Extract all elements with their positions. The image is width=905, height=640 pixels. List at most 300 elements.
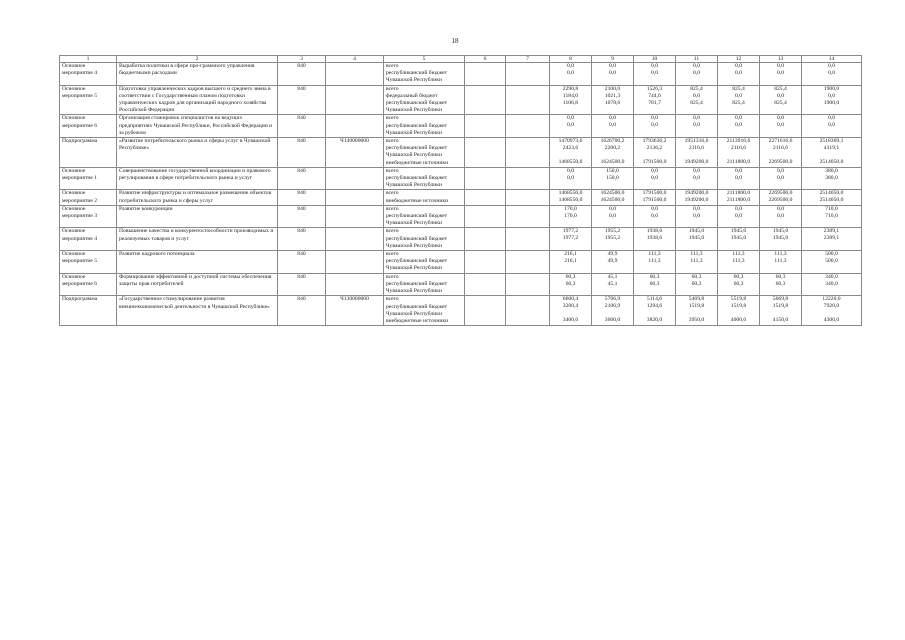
funding-value: 0,0 xyxy=(777,63,784,69)
funding-source: всего xyxy=(386,167,399,174)
value-cell xyxy=(634,251,676,274)
funding-value: 1977,2 xyxy=(562,235,579,242)
empty-cell xyxy=(506,63,550,86)
value-cell xyxy=(550,228,592,251)
funding-value: 0,0 xyxy=(735,115,742,122)
funding-value: 111,3 xyxy=(732,258,745,265)
value-cell xyxy=(676,85,718,115)
empty-cell xyxy=(506,138,550,168)
funding-source: республиканский бюджет Чувашской Республики xyxy=(386,122,448,136)
value-cell xyxy=(676,63,718,86)
event-type-cell: Основное мероприятие 4 xyxy=(60,63,117,86)
header-cell: 12 xyxy=(718,56,760,63)
funding-value: 1078,6 xyxy=(604,99,621,106)
event-name-cell: Организация стажировок специалистов на ведущих предприятиях Чувашской Республики, Российской Федерации и за рубежом xyxy=(117,115,278,138)
funding-value: 1021,3 xyxy=(604,92,621,99)
event-type-cell: Основное мероприятие 3 xyxy=(60,205,117,228)
funding-value: 781,7 xyxy=(648,99,661,106)
empty-cell xyxy=(465,296,506,326)
event-name-cell: Развитие инфраструктуры и оптимальное размещение объектов потребительского рынка и сферы услуг xyxy=(117,190,278,205)
funding-value: 2269500,0 xyxy=(768,197,793,204)
funding-value: 4000,0 xyxy=(730,317,747,324)
funding-value: 1624500,0 xyxy=(600,159,625,166)
value-cell xyxy=(718,228,760,251)
funding-source: республиканский бюджет Чувашской Республики xyxy=(386,280,448,295)
executor-code-cell: 840 xyxy=(278,251,326,274)
value-cell xyxy=(718,296,760,326)
funding-source: республиканский бюджет Чувашской Республики xyxy=(386,175,448,189)
value-cell xyxy=(550,85,592,115)
funding-value: 2116,6 xyxy=(688,145,705,152)
table-row xyxy=(60,85,862,115)
funding-value: 3820,0 xyxy=(646,317,663,324)
funding-value: 60,3 xyxy=(649,280,660,287)
empty-cell xyxy=(465,228,506,251)
funding-value: 2113916,6 xyxy=(726,138,751,145)
empty-cell xyxy=(506,167,550,190)
source-cell xyxy=(384,115,465,138)
funding-value: 1294,6 xyxy=(646,303,663,310)
funding-source: республиканский бюджет Чувашской Республики xyxy=(386,70,448,84)
funding-value: 0,0 xyxy=(609,205,616,212)
funding-source: всего xyxy=(386,138,399,145)
budget-code-cell xyxy=(326,63,384,86)
funding-source: внебюджетные источники xyxy=(386,317,449,324)
table-row xyxy=(60,63,862,86)
funding-value: 60,3 xyxy=(733,280,744,287)
funding-source: республиканский бюджет Чувашской Республики xyxy=(386,258,448,272)
budget-code-cell: Ч140000000 xyxy=(326,138,384,168)
table-row xyxy=(60,190,862,205)
value-cell xyxy=(634,167,676,190)
funding-source: республиканский бюджет Чувашской Республики xyxy=(386,100,448,114)
event-type-cell: Основное мероприятие 1 xyxy=(60,167,117,190)
funding-value: 60,3 xyxy=(565,280,576,287)
funding-value: 1519,8 xyxy=(730,303,747,310)
funding-value: 3600,0 xyxy=(604,317,621,324)
table-row xyxy=(60,167,862,190)
executor-code-cell: 840 xyxy=(278,228,326,251)
value-cell xyxy=(718,138,760,168)
funding-value: 2423,6 xyxy=(562,145,579,152)
funding-value: 825,4 xyxy=(774,99,787,106)
funding-value: 0,0 xyxy=(828,122,835,129)
funding-value: 0,0 xyxy=(735,167,742,174)
event-name-cell: Повышение качества и конкурентоспособности производимых и реализуемых товаров и услуг xyxy=(117,228,278,251)
funding-value: 0,0 xyxy=(735,122,742,129)
value-cell xyxy=(676,190,718,205)
funding-value: 2116,6 xyxy=(772,145,789,152)
funding-source: всего xyxy=(386,85,399,92)
funding-source: всего xyxy=(386,273,399,280)
value-cell xyxy=(718,190,760,205)
funding-value: 0,0 xyxy=(609,115,616,122)
value-cell xyxy=(802,115,862,138)
funding-value: 0,0 xyxy=(777,212,784,219)
funding-value: 1949200,0 xyxy=(684,197,709,204)
funding-value: 0,0 xyxy=(735,205,742,212)
funding-value: 0,0 xyxy=(651,63,658,69)
value-cell xyxy=(718,63,760,86)
funding-value: 1106,8 xyxy=(562,99,579,106)
table-row xyxy=(60,205,862,228)
value-cell xyxy=(676,228,718,251)
header-cell: 11 xyxy=(676,56,718,63)
funding-value: 1977,2 xyxy=(562,228,579,235)
funding-value: 0,0 xyxy=(693,122,700,129)
value-cell xyxy=(634,138,676,168)
source-cell xyxy=(384,167,465,190)
funding-value: 6600,4 xyxy=(562,296,579,303)
empty-cell xyxy=(506,251,550,274)
funding-value: 2111800,0 xyxy=(726,190,751,197)
funding-value: 111,3 xyxy=(648,258,661,265)
budget-table xyxy=(59,55,862,326)
funding-value: 1791500,0 xyxy=(642,197,667,204)
funding-value: 7920,0 xyxy=(823,303,840,310)
funding-source: республиканский бюджет Чувашской Республики xyxy=(386,303,448,317)
funding-value: 1938,6 xyxy=(646,235,663,242)
value-cell xyxy=(802,273,862,296)
event-type-cell: Основное мероприятие 5 xyxy=(60,85,117,115)
value-cell xyxy=(760,228,802,251)
header-cell: 14 xyxy=(802,56,862,63)
value-cell xyxy=(802,251,862,274)
funding-value: 825,4 xyxy=(690,99,703,106)
funding-value: 150,0 xyxy=(606,167,619,174)
source-cell xyxy=(384,63,465,86)
funding-value: 0,0 xyxy=(651,205,658,212)
value-cell xyxy=(676,115,718,138)
funding-value: 2136,2 xyxy=(646,145,663,152)
funding-value: 0,0 xyxy=(693,212,700,219)
value-cell xyxy=(760,167,802,190)
funding-value: 0,0 xyxy=(651,122,658,129)
header-cell: 3 xyxy=(278,56,326,63)
funding-value: 2116,6 xyxy=(730,145,747,152)
funding-value: 825,4 xyxy=(732,85,745,92)
header-cell: 4 xyxy=(326,56,384,63)
funding-value: 0,0 xyxy=(777,174,784,181)
event-name-cell: Развитие кадрового потенциала xyxy=(117,251,278,274)
event-type-cell: Основное мероприятие 6 xyxy=(60,115,117,138)
budget-code-cell xyxy=(326,167,384,190)
funding-value: 1945,0 xyxy=(688,235,705,242)
funding-value: 0,0 xyxy=(777,205,784,212)
funding-value: 4150,0 xyxy=(772,317,789,324)
funding-value: 340,0 xyxy=(825,273,838,280)
funding-value: 111,3 xyxy=(774,251,787,258)
funding-value: 1945,0 xyxy=(772,235,789,242)
funding-value: 1949200,0 xyxy=(684,159,709,166)
event-type-cell: Подпрограмма xyxy=(60,138,117,168)
executor-code-cell: 840 xyxy=(278,273,326,296)
value-cell xyxy=(550,115,592,138)
funding-source: всего xyxy=(386,115,399,122)
funding-source: республиканский бюджет Чувашской Республики xyxy=(386,235,448,249)
funding-value: 45,1 xyxy=(607,280,618,287)
funding-value: 60,3 xyxy=(775,273,786,280)
funding-value: 1938,6 xyxy=(646,228,663,235)
funding-value: 825,4 xyxy=(690,85,703,92)
empty-cell xyxy=(465,85,506,115)
budget-code-cell xyxy=(326,228,384,251)
funding-value: 0,0 xyxy=(693,174,700,181)
page-number: 18 xyxy=(451,37,459,45)
funding-value: 0,0 xyxy=(828,63,835,69)
table-row xyxy=(60,251,862,274)
empty-cell xyxy=(465,138,506,168)
funding-value: 744,6 xyxy=(648,92,661,99)
funding-value: 216,1 xyxy=(564,251,577,258)
budget-code-cell xyxy=(326,115,384,138)
funding-value: 0,0 xyxy=(693,115,700,122)
funding-value: 2514050,0 xyxy=(819,197,844,204)
funding-value: 1951316,6 xyxy=(684,138,709,145)
funding-source: внебюджетные источники xyxy=(386,159,449,166)
funding-value: 49,9 xyxy=(607,258,618,265)
table-row xyxy=(60,273,862,296)
funding-value: 2290,8 xyxy=(562,85,579,92)
value-cell xyxy=(760,296,802,326)
value-cell xyxy=(760,205,802,228)
empty-cell xyxy=(506,228,550,251)
budget-code-cell xyxy=(326,85,384,115)
funding-value: 0,0 xyxy=(693,92,700,99)
funding-value: 1626700,2 xyxy=(600,138,625,145)
executor-code-cell: 840 xyxy=(278,190,326,205)
funding-value: 5706,9 xyxy=(604,296,621,303)
funding-value: 111,3 xyxy=(732,251,745,258)
value-cell xyxy=(634,115,676,138)
value-cell xyxy=(802,205,862,228)
funding-value: 170,0 xyxy=(564,205,577,212)
funding-value: 1468550,0 xyxy=(558,197,583,204)
funding-value: 1468550,0 xyxy=(558,159,583,166)
funding-value: 2389,1 xyxy=(823,235,840,242)
funding-value: 2271616,6 xyxy=(768,138,793,145)
funding-value: 0,0 xyxy=(567,167,574,174)
funding-value: 0,0 xyxy=(693,63,700,69)
value-cell xyxy=(592,296,634,326)
event-name-cell: Выработка политики в сфере про-граммного управления бюджетными расходами xyxy=(117,63,278,86)
value-cell xyxy=(592,85,634,115)
funding-value: 3400,0 xyxy=(562,317,579,324)
budget-code-cell: Ч130000000 xyxy=(326,296,384,326)
funding-value: 0,0 xyxy=(567,174,574,181)
funding-value: 2514050,0 xyxy=(819,190,844,197)
value-cell xyxy=(718,205,760,228)
value-cell xyxy=(802,228,862,251)
funding-value: 0,0 xyxy=(693,167,700,174)
source-cell xyxy=(384,190,465,205)
empty-cell xyxy=(465,190,506,205)
funding-source: внебюджетные источники xyxy=(386,197,449,204)
event-name-cell: Подготовка управленческих кадров высшего и среднего звена в соответствии с Государственным планом подготовки управленческих кадров для организаций народного хозяйства Российской Федерации xyxy=(117,85,278,115)
value-cell xyxy=(634,296,676,326)
event-type-cell: Основное мероприятие 5 xyxy=(60,251,117,274)
funding-value: 2514050,0 xyxy=(819,159,844,166)
header-cell: 7 xyxy=(506,56,550,63)
value-cell xyxy=(760,138,802,168)
value-cell xyxy=(718,273,760,296)
funding-value: 0,0 xyxy=(651,174,658,181)
funding-value: 0,0 xyxy=(651,212,658,219)
value-cell xyxy=(550,251,592,274)
header-row xyxy=(60,56,862,63)
value-cell xyxy=(676,273,718,296)
event-type-cell: Подпрограмма xyxy=(60,296,117,326)
funding-value: 0,0 xyxy=(735,92,742,99)
funding-source: республиканский бюджет Чувашской Республики xyxy=(386,145,448,159)
event-name-cell: Развитие конкуренции xyxy=(117,205,278,228)
table-row xyxy=(60,296,862,326)
empty-cell xyxy=(506,273,550,296)
funding-value: 0,0 xyxy=(735,212,742,219)
source-cell xyxy=(384,205,465,228)
value-cell xyxy=(550,167,592,190)
event-name-cell: Формирование эффективной и доступной системы обеспечения защиты прав потребителей xyxy=(117,273,278,296)
funding-value: 111,3 xyxy=(690,251,703,258)
executor-code-cell: 840 xyxy=(278,138,326,168)
funding-value: 0,0 xyxy=(735,70,742,76)
header-cell: 10 xyxy=(634,56,676,63)
funding-value: 150,0 xyxy=(606,174,619,181)
header-cell: 9 xyxy=(592,56,634,63)
event-name-cell: Совершенствование государственной координации и правового регулирования в сфере потребительского рынка и услуг xyxy=(117,167,278,190)
value-cell xyxy=(550,63,592,86)
header-cell: 6 xyxy=(465,56,506,63)
value-cell xyxy=(550,205,592,228)
funding-value: 216,1 xyxy=(564,258,577,265)
funding-value: 0,0 xyxy=(609,122,616,129)
source-cell xyxy=(384,85,465,115)
funding-value: 60,3 xyxy=(691,280,702,287)
value-cell xyxy=(634,190,676,205)
funding-value: 1526,3 xyxy=(646,85,663,92)
value-cell xyxy=(676,167,718,190)
value-cell xyxy=(718,85,760,115)
empty-cell xyxy=(506,85,550,115)
empty-cell xyxy=(506,205,550,228)
value-cell xyxy=(760,85,802,115)
value-cell xyxy=(676,205,718,228)
funding-value: 0,0 xyxy=(567,70,574,76)
funding-value: 1519,8 xyxy=(688,303,705,310)
funding-value: 0,0 xyxy=(828,92,835,99)
funding-value: 0,0 xyxy=(609,63,616,69)
value-cell xyxy=(718,167,760,190)
table-row xyxy=(60,228,862,251)
value-cell xyxy=(634,228,676,251)
budget-code-cell xyxy=(326,205,384,228)
funding-value: 1624500,0 xyxy=(600,197,625,204)
funding-value: 0,0 xyxy=(609,212,616,219)
funding-value: 111,3 xyxy=(648,251,661,258)
funding-value: 5519,8 xyxy=(730,296,747,303)
funding-value: 2100,0 xyxy=(604,85,621,92)
value-cell xyxy=(802,138,862,168)
funding-value: 1519,8 xyxy=(772,303,789,310)
empty-cell xyxy=(465,115,506,138)
header-cell: 2 xyxy=(117,56,278,63)
funding-value: 45,1 xyxy=(607,273,618,280)
event-type-cell: Основное мероприятие 2 xyxy=(60,190,117,205)
value-cell xyxy=(592,190,634,205)
value-cell xyxy=(760,63,802,86)
empty-cell xyxy=(465,273,506,296)
funding-value: 0,0 xyxy=(777,115,784,122)
funding-value: 111,3 xyxy=(774,258,787,265)
value-cell xyxy=(634,85,676,115)
budget-code-cell xyxy=(326,190,384,205)
funding-value: 2200,2 xyxy=(604,145,621,152)
value-cell xyxy=(550,273,592,296)
funding-value: 2269500,0 xyxy=(768,159,793,166)
funding-value: 710,0 xyxy=(825,205,838,212)
executor-code-cell: 840 xyxy=(278,205,326,228)
funding-value: 710,0 xyxy=(825,212,838,219)
funding-value: 0,0 xyxy=(693,70,700,76)
source-cell xyxy=(384,228,465,251)
table-row xyxy=(60,138,862,168)
funding-value: 2111800,0 xyxy=(726,159,751,166)
value-cell xyxy=(760,273,802,296)
funding-value: 3950,0 xyxy=(688,317,705,324)
value-cell xyxy=(634,205,676,228)
value-cell xyxy=(802,63,862,86)
value-cell xyxy=(550,296,592,326)
executor-code-cell: 840 xyxy=(278,167,326,190)
funding-value: 0,0 xyxy=(777,167,784,174)
value-cell xyxy=(676,138,718,168)
value-cell xyxy=(760,115,802,138)
value-cell xyxy=(592,115,634,138)
funding-value: 1468550,0 xyxy=(558,190,583,197)
funding-value: 1184,0 xyxy=(562,92,579,99)
funding-value: 0,0 xyxy=(567,115,574,122)
funding-value: 500,0 xyxy=(825,258,838,265)
funding-source: всего xyxy=(386,228,399,235)
funding-value: 2518369,1 xyxy=(819,138,844,145)
funding-value: 380,0 xyxy=(825,174,838,181)
value-cell xyxy=(802,296,862,326)
value-cell xyxy=(634,273,676,296)
funding-value: 2389,1 xyxy=(823,228,840,235)
funding-value: 0,0 xyxy=(651,115,658,122)
funding-value: 4300,0 xyxy=(823,317,840,324)
funding-value: 0,0 xyxy=(735,174,742,181)
empty-cell xyxy=(506,190,550,205)
funding-value: 0,0 xyxy=(777,92,784,99)
value-cell xyxy=(802,85,862,115)
value-cell xyxy=(592,251,634,274)
funding-value: 0,0 xyxy=(777,70,784,76)
header-cell: 5 xyxy=(384,56,465,63)
value-cell xyxy=(676,296,718,326)
funding-value: 49,9 xyxy=(607,251,618,258)
funding-value: 1791500,0 xyxy=(642,159,667,166)
executor-code-cell: 840 xyxy=(278,63,326,86)
funding-value: 2269500,0 xyxy=(768,190,793,197)
funding-value: 340,0 xyxy=(825,280,838,287)
funding-value: 0,0 xyxy=(693,205,700,212)
empty-cell xyxy=(465,167,506,190)
value-cell xyxy=(802,190,862,205)
empty-cell xyxy=(465,205,506,228)
executor-code-cell: 840 xyxy=(278,115,326,138)
header-cell: 13 xyxy=(760,56,802,63)
